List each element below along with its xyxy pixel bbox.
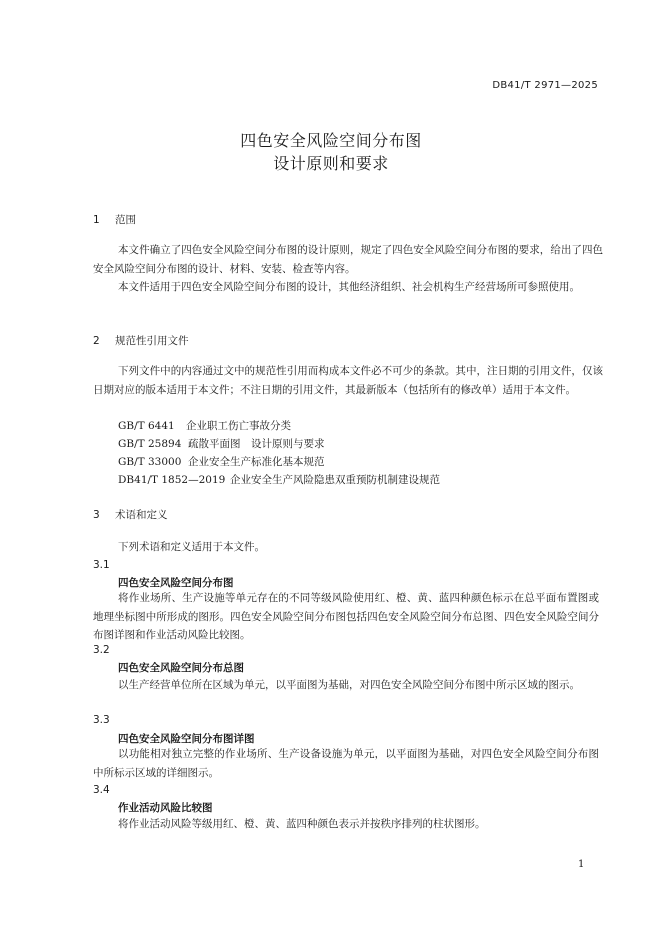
term-name: 四色安全风险空间分布总图 bbox=[118, 662, 244, 674]
document-code: DB41/T 2971—2025 bbox=[492, 80, 598, 91]
reference-item bbox=[118, 453, 325, 471]
section-1-number: 1 bbox=[93, 214, 100, 226]
section-2-number: 2 bbox=[93, 335, 100, 347]
section-2-heading bbox=[93, 333, 189, 348]
reference-item bbox=[118, 471, 440, 489]
section-2-title: 规范性引用文件 bbox=[115, 335, 189, 347]
reference-code: GB/T 25894 bbox=[118, 438, 182, 450]
reference-title: 企业安全生产风险隐患双重预防机制建设规范 bbox=[230, 474, 440, 486]
reference-item bbox=[118, 417, 291, 435]
term-definition: 将作业场所、生产设施等单元存在的不同等级风险使用红、橙、黄、蓝四种颜色标示在总平面布置图或地理坐标图中所形成的图形。四色安全风险空间分布图包括四色安全风险空间分布总图、四色安全风险空间分布图详图和作业活动风险比较图。 bbox=[93, 592, 599, 641]
section-1-paragraph-1: 本文件确立了四色安全风险空间分布图的设计原则，规定了四色安全风险空间分布图的要求，给出了四色安全风险空间分布图的设计、材料、安装、检查等内容。 bbox=[93, 244, 603, 275]
page-number: 1 bbox=[578, 859, 585, 870]
term-name: 作业活动风险比较图 bbox=[118, 802, 213, 814]
section-1-paragraph-2: 本文件适用于四色安全风险空间分布图的设计，其他经济组织、社会机构生产经营场所可参照使用。 bbox=[118, 281, 580, 293]
section-3-number: 3 bbox=[93, 509, 100, 521]
section-1-title: 范围 bbox=[115, 214, 136, 226]
reference-code: GB/T 33000 bbox=[118, 456, 182, 468]
term-name: 四色安全风险空间分布图 bbox=[118, 577, 234, 589]
reference-title: 企业安全生产标准化基本规范 bbox=[188, 456, 325, 468]
term-number: 3.2 bbox=[93, 644, 110, 656]
section-3-title: 术语和定义 bbox=[115, 509, 168, 521]
term-name: 四色安全风险空间分布图详图 bbox=[118, 733, 255, 745]
document-title-line-2: 设计原则和要求 bbox=[273, 154, 389, 173]
term-number: 3.1 bbox=[93, 559, 110, 571]
reference-code: GB/T 6441 bbox=[118, 420, 175, 432]
term-definition: 将作业活动风险等级用红、橙、黄、蓝四种颜色表示并按秩序排列的柱状图形。 bbox=[118, 818, 486, 830]
reference-item bbox=[118, 435, 325, 453]
reference-title: 企业职工伤亡事故分类 bbox=[186, 420, 291, 432]
term-number: 3.4 bbox=[93, 784, 110, 796]
term-number: 3.3 bbox=[93, 714, 110, 726]
section-3-heading bbox=[93, 507, 168, 522]
term-definition: 以功能相对独立完整的作业场所、生产设备设施为单元，以平面图为基础，对四色安全风险空间分布图中所标示区域的详细图示。 bbox=[93, 748, 599, 779]
section-2-paragraph-1: 下列文件中的内容通过文中的规范性引用而构成本文件必不可少的条款。其中，注日期的引用文件，仅该日期对应的版本适用于本文件；不注日期的引用文件，其最新版本（包括所有的修改单）适用于本文件。 bbox=[93, 365, 603, 396]
section-3-intro: 下列术语和定义适用于本文件。 bbox=[118, 541, 265, 553]
reference-title: 疏散平面图 设计原则与要求 bbox=[188, 438, 325, 450]
section-1-heading bbox=[93, 212, 136, 227]
document-title-line-1: 四色安全风险空间分布图 bbox=[240, 131, 422, 150]
reference-code: DB41/T 1852—2019 bbox=[118, 474, 226, 486]
term-definition: 以生产经营单位所在区域为单元，以平面图为基础，对四色安全风险空间分布图中所示区域的图示。 bbox=[118, 679, 580, 691]
